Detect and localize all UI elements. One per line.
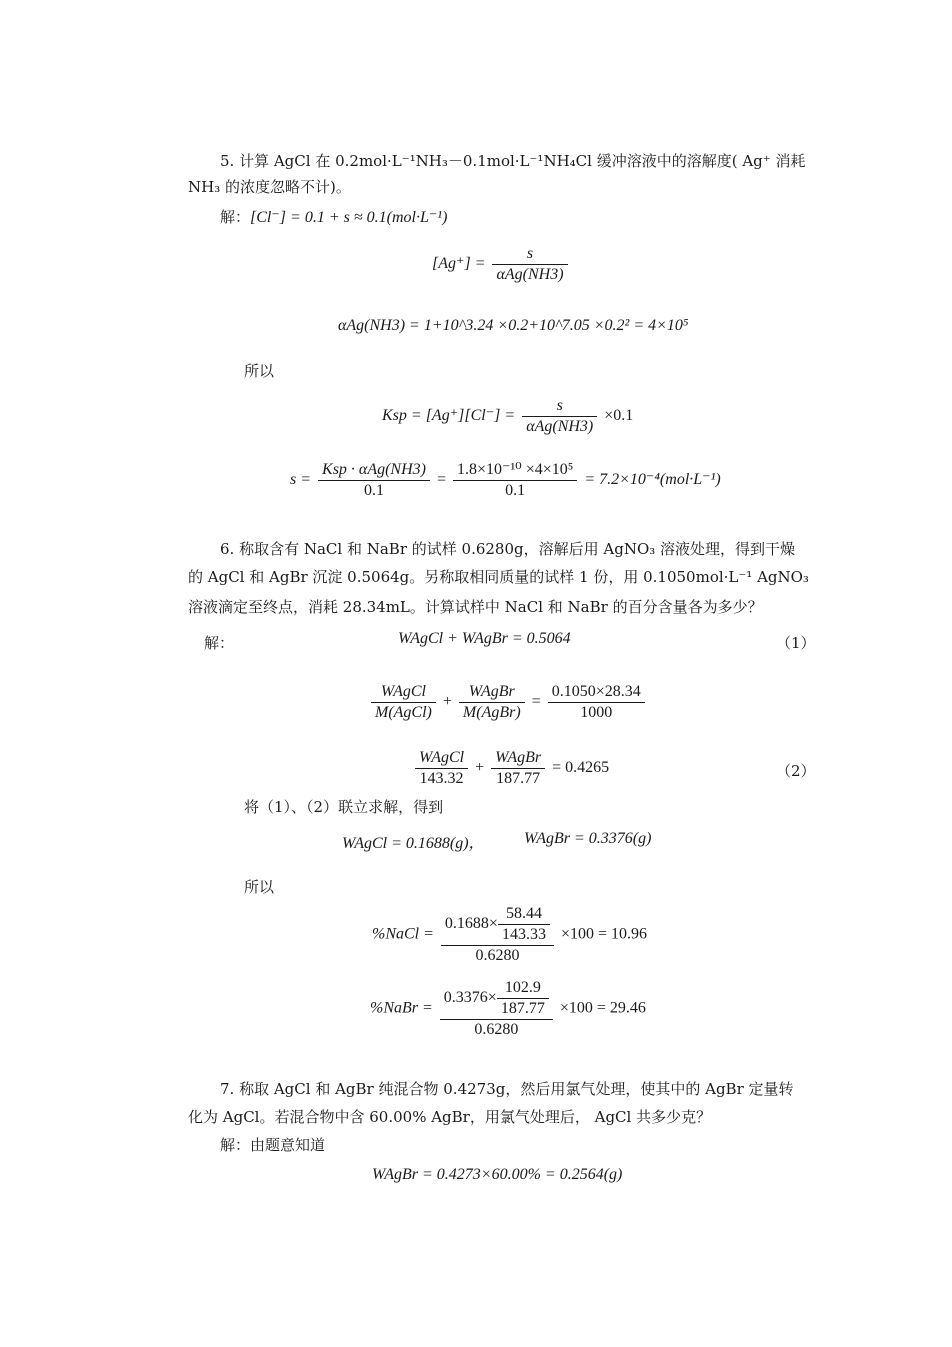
p6-nacl-eq: %NaCl = 0.1688× $\frac{58.44}{143.33}$ 0.6280 ×100 = 10.96 [372,905,647,964]
p6-eq2: $\frac{\text{WAgCl}}{\text{M(AgCl)}}$ + $\frac{\text{WAgBr}}{\text{M(AgBr)}}$ = $\frac{0.1050\times 28.34}{1000}$ [368,682,648,723]
fraction: $\frac{58.44}{143.33}$ [498,904,550,945]
p5-question-line1: 5. 计算 AgCl 在 0.2mol·L⁻¹NH₃－0.1mol·L⁻¹NH₄Cl 缓冲溶液中的溶解度( Ag⁺ 消耗 [220,152,806,170]
p6-nabr-eq: %NaBr = 0.3376× $\frac{102.9}{187.77}$ 0.6280 ×100 = 29.46 [370,979,646,1038]
p5-solution-label [220,206,447,227]
p6-question-line3: 溶液滴定至终点，消耗 28.34mL。计算试样中 NaCl 和 NaBr 的百分含量各为多少？ [188,598,763,616]
p7-eq1: WAgBr = 0.4273×60.00% = 0.2564(g) [372,1166,623,1183]
p6-res1: WAgCl = 0.1688(g)， [342,835,485,852]
p7-solution-label: 解：由题意知道 [220,1136,326,1154]
p6-combine: 将（1）、（2）联立求解，得到 [244,798,444,816]
p6-suoyi: 所以 [244,878,275,896]
fraction: $\frac{\text{WAgCl}}{143.32}$ [415,748,468,789]
p6-eq3: $\frac{\text{WAgCl}}{143.32}$ + $\frac{\text{WAgBr}}{187.77}$ = 0.4265 [412,748,609,789]
p6-solution-label: 解： [204,634,235,652]
p6-eq1: WAgCl + WAgBr = 0.5064 [398,630,571,647]
p5-eq1: [Cl⁻] = 0.1 + s ≈ 0.1(mol·L⁻¹) [250,209,448,226]
p6-res2: WAgBr = 0.3376(g) [524,830,652,847]
fraction: $\frac{s}{\text{αAg(NH3)}}$ [492,244,567,285]
p5-eq5: s = $\frac{\text{Ksp · αAg(NH3)}}{0.1}$ = $\frac{\text{1.8×10⁻¹⁰ ×4×10⁵}}{0.1}$ = 7.2×10⁻⁴(mol·L⁻¹) [290,461,721,499]
fraction: $\frac{\text{WAgBr}}{\text{M(AgBr)}}$ [459,682,525,723]
p6-eq1-tag: （1） [776,634,816,652]
p5-suoyi: 所以 [244,362,275,380]
p7-question-line2: 化为 AgCl。若混合物中含 60.00% AgBr，用氯气处理后， AgCl 共多少克？ [188,1108,712,1126]
p5-eq3: αAg(NH3) = 1+10^3.24 ×0.2+10^7.05 ×0.2² = 4×10⁵ [338,317,689,334]
fraction: 0.1688× $\frac{58.44}{143.33}$ 0.6280 [441,904,554,966]
sol-label: 解： [220,208,251,226]
fraction: $\frac{\text{1.8×10⁻¹⁰ ×4×10⁵}}{0.1}$ [453,460,577,501]
eq-lhs: [Ag⁺] = [432,255,486,273]
fraction: 0.3376× $\frac{102.9}{187.77}$ 0.6280 [440,978,553,1040]
fraction: $\frac{\text{WAgBr}}{187.77}$ [491,748,545,789]
fraction: $\frac{102.9}{187.77}$ [497,978,549,1019]
p6-question-line2: 的 AgCl 和 AgBr 沉淀 0.5064g。另称取相同质量的试样 1 份，用 0.1050mol·L⁻¹ AgNO₃ [188,568,809,586]
p5-eq4: Ksp = [Ag⁺][Cl⁻] = $\frac{s}{\text{αAg(NH3)}}$ ×0.1 [382,397,634,435]
p6-eq3-tag: （2） [776,762,816,780]
p7-question-line1: 7. 称取 AgCl 和 AgBr 纯混合物 0.4273g，然后用氯气处理，使其中的 AgBr 定量转 [220,1080,794,1098]
p5-eq2 [432,244,571,285]
p6-question-line1: 6. 称取含有 NaCl 和 NaBr 的试样 0.6280g，溶解后用 AgNO₃ 溶液处理，得到干燥 [220,540,796,558]
fraction: $\frac{0.1050\times 28.34}{1000}$ [548,682,645,723]
fraction: $\frac{\text{Ksp · αAg(NH3)}}{0.1}$ [318,460,430,501]
fraction: $\frac{\text{WAgCl}}{\text{M(AgCl)}}$ [371,682,436,723]
fraction: $\frac{s}{\text{αAg(NH3)}}$ [522,396,597,437]
p5-question-line2: NH₃ 的浓度忽略不计)。 [188,178,351,196]
